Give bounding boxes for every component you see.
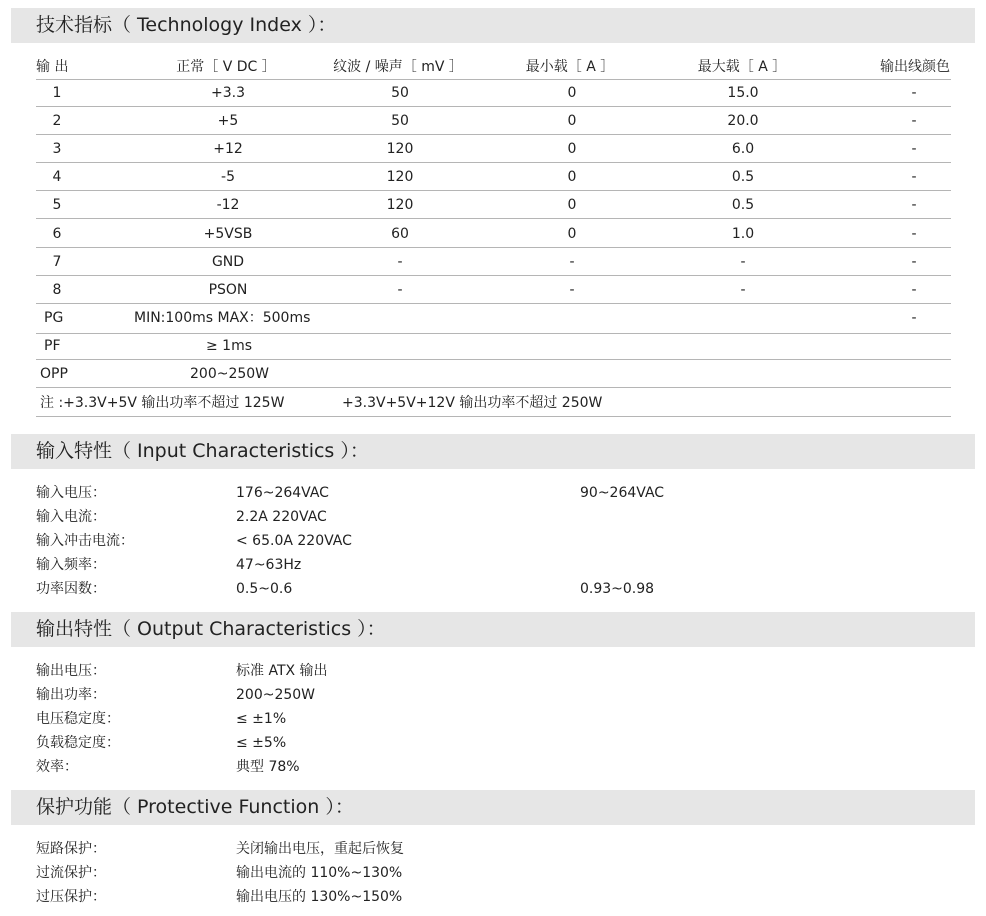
cell-voltage: +12 [213, 141, 243, 157]
table-divider [36, 190, 951, 191]
cell-output-no: 1 [52, 85, 62, 101]
table-divider [36, 387, 951, 388]
cell-min-load: 0 [567, 141, 577, 157]
table-divider [36, 106, 951, 107]
input-item-label: 输入冲击电流： [36, 533, 134, 549]
pg-value: MIN:100ms MAX：500ms [134, 310, 311, 326]
input-item-value: 176~264VAC [236, 485, 329, 501]
protect-section-header [11, 790, 975, 825]
col-header-min-load: 最小载［ A ］ [525, 59, 615, 75]
cell-max-load: 1.0 [731, 226, 755, 242]
input-item-value: < 65.0A 220VAC [236, 533, 352, 549]
cell-voltage: PSON [208, 282, 248, 298]
cell-min-load: - [569, 282, 575, 298]
output-item-label: 输出功率： [36, 687, 106, 703]
pg-label: PG [44, 310, 64, 326]
cell-min-load: 0 [567, 169, 577, 185]
input-item-value: 2.2A 220VAC [236, 509, 327, 525]
cell-wire-color: - [911, 226, 917, 242]
tech-section-header [11, 8, 975, 43]
output-item-value: 典型 78% [236, 759, 300, 775]
opp-value: 200~250W [190, 366, 270, 382]
cell-max-load: 15.0 [727, 85, 759, 101]
cell-ripple: 120 [386, 169, 414, 185]
output-section-header [11, 612, 975, 647]
opp-label: OPP [40, 366, 68, 382]
cell-ripple: 120 [386, 197, 414, 213]
cell-max-load: 6.0 [731, 141, 755, 157]
cell-ripple: 50 [391, 85, 409, 101]
cell-wire-color: - [911, 169, 917, 185]
protect-item-value: 输出电压的 130%~150% [236, 889, 403, 905]
col-header-voltage: 正常［ V DC ］ [176, 59, 276, 75]
note-2: +3.3V+5V+12V 输出功率不超过 250W [342, 395, 603, 411]
output-item-value: 标准 ATX 输出 [236, 663, 328, 679]
cell-wire-color: - [911, 197, 917, 213]
table-divider [36, 275, 951, 276]
cell-wire-color: - [911, 113, 917, 129]
cell-min-load: 0 [567, 113, 577, 129]
input-section-header [11, 434, 975, 469]
table-divider [36, 218, 951, 219]
cell-max-load: 0.5 [731, 197, 755, 213]
cell-max-load: 20.0 [727, 113, 759, 129]
cell-max-load: - [740, 254, 746, 270]
protect-item-value: 输出电流的 110%~130% [236, 865, 403, 881]
cell-ripple: 120 [386, 141, 414, 157]
cell-wire-color: - [911, 282, 917, 298]
output-section-title: 输出特性（ Output Characteristics ）： [36, 618, 386, 640]
output-item-label: 输出电压： [36, 663, 106, 679]
protect-section-title: 保护功能（ Protective Function ）： [36, 796, 354, 818]
cell-output-no: 7 [52, 254, 62, 270]
cell-output-no: 8 [52, 282, 62, 298]
input-item-label: 功率因数： [36, 581, 106, 597]
input-item-value-alt: 90~264VAC [580, 485, 665, 501]
output-item-value: ≤ ±1% [236, 711, 287, 727]
cell-output-no: 2 [52, 113, 62, 129]
pf-label: PF [44, 338, 61, 354]
table-divider [36, 359, 951, 360]
col-header-max-load: 最大载［ A ］ [697, 59, 787, 75]
cell-voltage: +3.3 [211, 85, 245, 101]
output-item-value: 200~250W [236, 687, 316, 703]
input-item-label: 输入频率： [36, 557, 106, 573]
cell-voltage: +5VSB [203, 226, 253, 242]
cell-voltage: -12 [216, 197, 240, 213]
input-item-label: 输入电流： [36, 509, 106, 525]
input-item-value: 47~63Hz [236, 557, 302, 573]
input-item-label: 输入电压： [36, 485, 106, 501]
cell-ripple: 60 [391, 226, 409, 242]
cell-wire-color: - [911, 141, 917, 157]
pf-value: ≥ 1ms [206, 338, 253, 354]
table-divider [36, 162, 951, 163]
cell-max-load: 0.5 [731, 169, 755, 185]
cell-output-no: 3 [52, 141, 62, 157]
cell-min-load: 0 [567, 226, 577, 242]
cell-voltage: GND [211, 254, 245, 270]
cell-output-no: 4 [52, 169, 62, 185]
table-divider [36, 134, 951, 135]
cell-ripple: - [397, 282, 403, 298]
protect-item-label: 过流保护： [36, 865, 106, 881]
tech-section-title: 技术指标（ Technology Index ）： [36, 14, 337, 36]
cell-voltage: +5 [217, 113, 239, 129]
cell-wire-color: - [911, 85, 917, 101]
output-item-label: 效率： [36, 759, 78, 775]
output-item-label: 电压稳定度： [36, 711, 120, 727]
col-header-output: 输 出 [36, 59, 69, 75]
cell-min-load: - [569, 254, 575, 270]
col-header-ripple: 纹波 / 噪声［ mV ］ [333, 59, 463, 75]
cell-output-no: 6 [52, 226, 62, 242]
output-item-value: ≤ ±5% [236, 735, 287, 751]
cell-output-no: 5 [52, 197, 62, 213]
cell-min-load: 0 [567, 197, 577, 213]
protect-item-label: 过压保护： [36, 889, 106, 905]
table-divider [36, 247, 951, 248]
table-divider [36, 79, 951, 80]
cell-max-load: - [740, 282, 746, 298]
note-1: 注 :+3.3V+5V 输出功率不超过 125W [40, 395, 285, 411]
output-item-label: 负载稳定度： [36, 735, 120, 751]
input-item-value: 0.5~0.6 [236, 581, 293, 597]
table-divider [36, 333, 951, 334]
cell-ripple: 50 [391, 113, 409, 129]
input-section-title: 输入特性（ Input Characteristics ）： [36, 440, 369, 462]
pg-wire-color: - [911, 310, 917, 326]
table-divider [36, 303, 951, 304]
cell-wire-color: - [911, 254, 917, 270]
cell-ripple: - [397, 254, 403, 270]
input-item-value-alt: 0.93~0.98 [580, 581, 655, 597]
protect-item-label: 短路保护： [36, 841, 106, 857]
protect-item-value: 关闭输出电压，重起后恢复 [236, 841, 404, 857]
col-header-wire-color: 输出线颜色 [880, 59, 950, 75]
cell-min-load: 0 [567, 85, 577, 101]
cell-voltage: -5 [221, 169, 235, 185]
table-divider [36, 416, 951, 417]
